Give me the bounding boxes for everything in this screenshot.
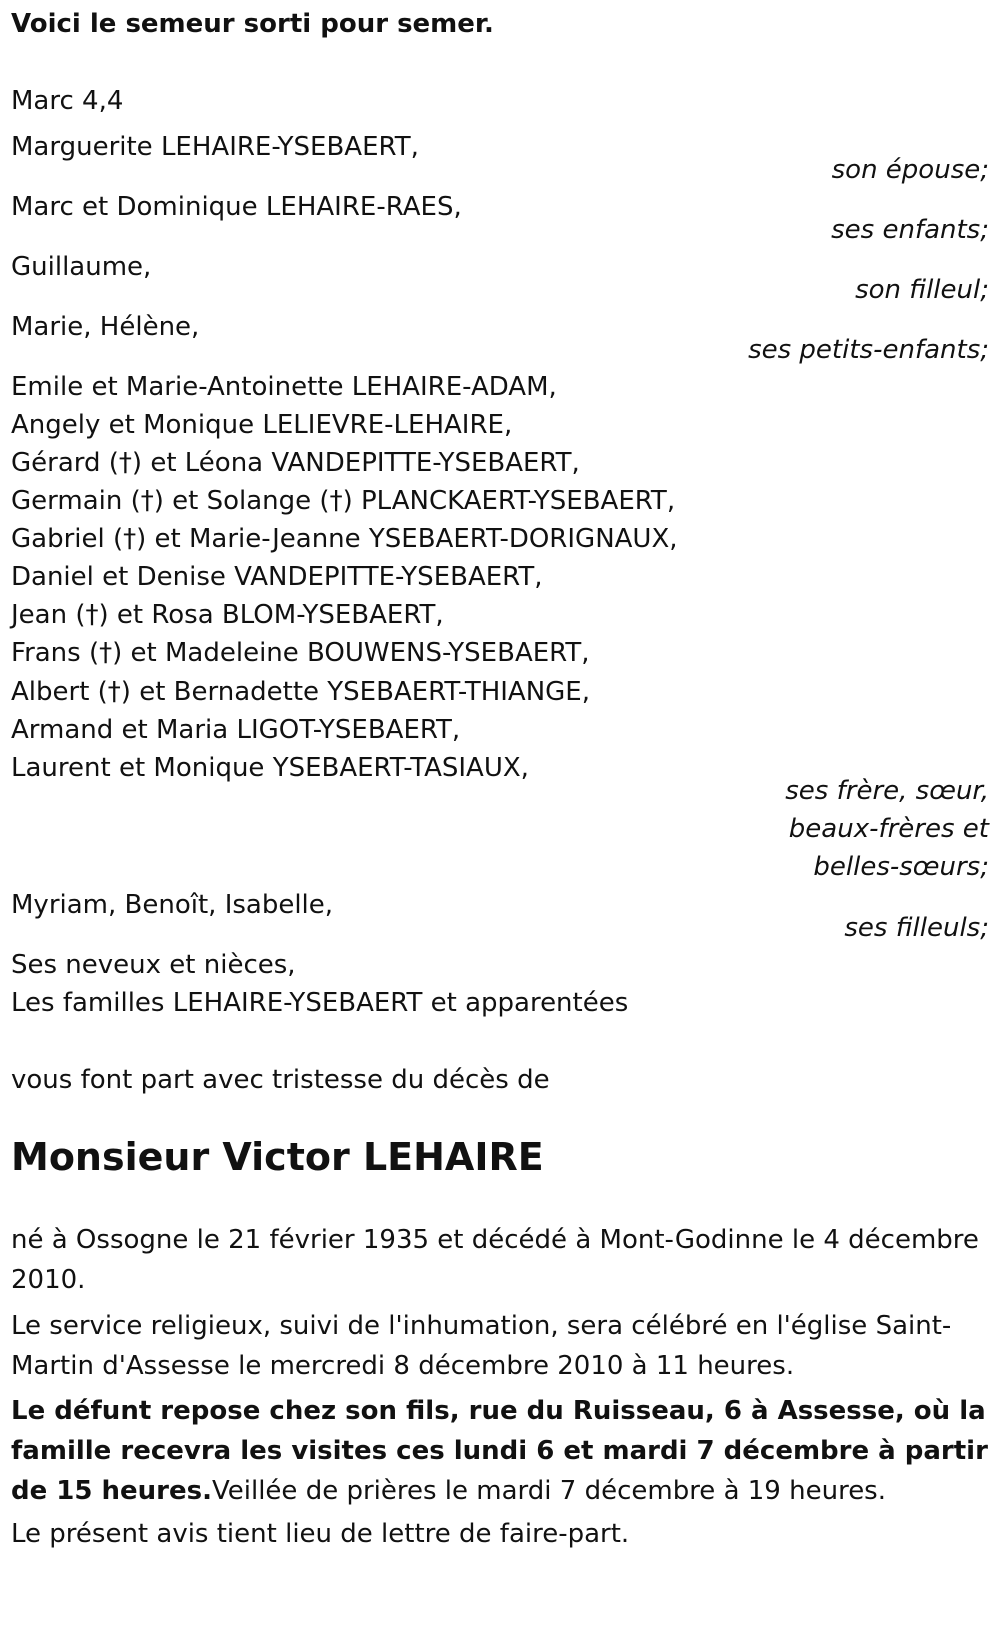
- godchildren-names: Myriam, Benoît, Isabelle,: [11, 890, 334, 920]
- sibling-line: Gabriel (†) et Marie-Jeanne YSEBAERT-DORIGNAUX,: [11, 524, 678, 554]
- vigil-info: Veillée de prières le mardi 7 décembre à 19 heures.: [212, 1476, 886, 1506]
- siblings-role: belles-sœurs;: [813, 852, 989, 882]
- sibling-line: Jean (†) et Rosa BLOM-YSEBAERT,: [11, 600, 444, 630]
- family-name: Marc et Dominique LEHAIRE-RAES,: [11, 192, 462, 222]
- deceased-name: Monsieur Victor LEHAIRE: [11, 1135, 544, 1179]
- visit-info-bold: Le défunt repose chez son fils, rue du Ruisseau, 6 à Assesse, où la famille recevra les visites ces lundi 6 et mardi 7 décembre à partir de 15 heures.: [11, 1396, 988, 1506]
- other-relatives: Les familles LEHAIRE-YSEBAERT et apparentées: [11, 988, 629, 1018]
- sibling-line: Gérard (†) et Léona VANDEPITTE-YSEBAERT,: [11, 448, 580, 478]
- sibling-line: Emile et Marie-Antoinette LEHAIRE-ADAM,: [11, 372, 557, 402]
- sibling-line: Angely et Monique LELIEVRE-LEHAIRE,: [11, 410, 513, 440]
- family-role: ses petits-enfants;: [748, 335, 989, 365]
- visit-info: [11, 1391, 989, 1511]
- other-relatives: Ses neveux et nièces,: [11, 950, 296, 980]
- sibling-line: Frans (†) et Madeleine BOUWENS-YSEBAERT,: [11, 638, 590, 668]
- sibling-line: Laurent et Monique YSEBAERT-TASIAUX,: [11, 753, 529, 783]
- godchildren-role: ses filleuls;: [844, 913, 989, 943]
- family-role: son épouse;: [831, 155, 989, 185]
- sibling-line: Armand et Maria LIGOT-YSEBAERT,: [11, 715, 461, 745]
- sibling-line: Daniel et Denise VANDEPITTE-YSEBAERT,: [11, 562, 543, 592]
- notice-text: Le présent avis tient lieu de lettre de faire-part.: [11, 1519, 630, 1549]
- announcement: vous font part avec tristesse du décès de: [11, 1065, 550, 1095]
- family-role: ses enfants;: [831, 215, 989, 245]
- birth-death-info: né à Ossogne le 21 février 1935 et décédé à Mont-Godinne le 4 décembre 2010.: [11, 1225, 979, 1295]
- bible-reference: Marc 4,4: [11, 86, 124, 116]
- family-name: Marie, Hélène,: [11, 312, 200, 342]
- family-role: son filleul;: [855, 275, 989, 305]
- epigraph: Voici le semeur sorti pour semer.: [11, 9, 494, 39]
- sibling-line: Albert (†) et Bernadette YSEBAERT-THIANGE,: [11, 677, 590, 707]
- siblings-role: ses frère, sœur,: [785, 776, 989, 806]
- family-name: Marguerite LEHAIRE-YSEBAERT,: [11, 132, 419, 162]
- family-name: Guillaume,: [11, 252, 152, 282]
- sibling-line: Germain (†) et Solange (†) PLANCKAERT-YSEBAERT,: [11, 486, 676, 516]
- siblings-role: beaux-frères et: [788, 814, 989, 844]
- service-info: Le service religieux, suivi de l'inhumation, sera célébré en l'église Saint-Martin d'Assesse le mercredi 8 décembre 2010 à 11 heures.: [11, 1311, 952, 1381]
